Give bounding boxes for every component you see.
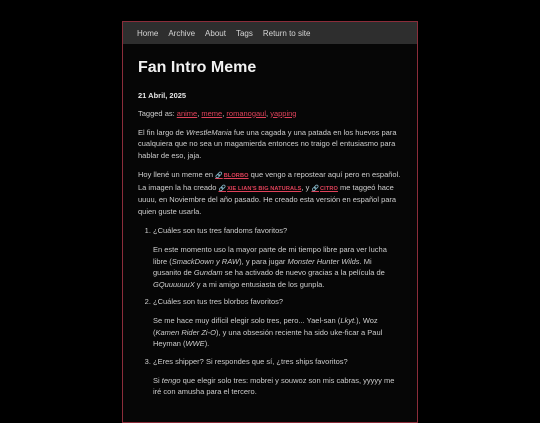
tags-prefix: Tagged as: [138, 108, 177, 118]
blog-container [122, 21, 418, 423]
question-item [153, 356, 402, 398]
answer-italic: WWE [185, 339, 205, 349]
post-date: 21 Abril, 2025 [138, 90, 187, 100]
question-text: 2. ¿Cuáles son tus tres blorbos favoritos? [153, 297, 284, 307]
intro-italic-1: WrestleMania [185, 127, 232, 137]
meme-text-3: , y [301, 182, 312, 192]
questions-list [138, 225, 402, 398]
answer-italic: Monster Hunter Wilds [287, 256, 360, 266]
nav-about-link[interactable]: About [205, 28, 226, 38]
meme-text-4: me taggeó hace uuuu, en Noviembre del año pasado. He creado esta versión en español para quien guste usarla. [138, 182, 397, 216]
answer-part: que elegir solo tres: mobrei y souwoz son mis cabras, yyyyy me iré con amusha para el tercero. [153, 375, 395, 397]
tag-link-romanogaul[interactable]: romanogaul [226, 108, 267, 118]
question-item [153, 225, 402, 290]
answer-italic: tengo [161, 375, 181, 385]
post-tags: Tagged as: anime, meme, romanogaul, yapping [138, 108, 297, 118]
answer-part: En este momento uso la mayor parte de mi tiempo libre para ver lucha libre ( [153, 244, 387, 266]
tag-link-yapping[interactable]: yapping [270, 108, 297, 118]
nav-tags-link[interactable]: Tags [235, 28, 253, 38]
question-text: 3. ¿Eres shipper? Si respondes que sí, ¿tres ships favoritos? [153, 356, 348, 366]
intro-paragraph [138, 127, 402, 162]
answer-part: se ha activado de nuevo gracias a la película de [222, 268, 385, 278]
mention-label: XIE LIAN'S BIG NATURALS [227, 185, 302, 192]
post-content [123, 44, 417, 398]
intro-text-1: El fin largo de [138, 127, 186, 137]
answer-text [153, 315, 402, 350]
mention-label: CITRO [320, 185, 338, 192]
answer-part: Se me hace muy difícil elegir solo tres, pero... Yael-san ( [153, 316, 341, 326]
answer-italic: GQuuuuuuX [153, 279, 195, 289]
answer-part: ), y para jugar [239, 256, 288, 266]
answer-italic: SmackDown y RAW [171, 256, 240, 266]
answer-part: y a mi amigo entusiasta de los gunpla. [194, 279, 325, 289]
answer-part: Si [153, 375, 162, 385]
top-navigation [123, 22, 417, 44]
intro-text-2: fue una cagada y una patada en los huevos para cualquiera que no sea un magamierda entonces no traigo el entusiasmo para hablar de eso, jaja. [138, 127, 397, 160]
link-icon: 🔗 [311, 185, 320, 192]
meme-paragraph [138, 169, 402, 217]
question-item [153, 296, 402, 350]
link-icon: 🔗 [215, 173, 223, 180]
answer-part: ), y una obsesión reciente ha sido uke-ficar a Paul Heyman ( [153, 327, 383, 349]
mention-link-blorbo[interactable] [215, 173, 248, 179]
mention-link-citro[interactable] [311, 186, 337, 192]
tag-link-anime[interactable]: anime [176, 108, 198, 118]
answer-part: . Mi gusanito de [153, 256, 372, 278]
post-title: Fan Intro Meme [138, 59, 257, 76]
answer-part: ), Woz ( [153, 316, 378, 337]
question-text: 1. ¿Cuáles son tus tres fandoms favoritos? [153, 226, 288, 236]
meme-text-1: Hoy llené un meme en [138, 170, 216, 180]
nav-home-link[interactable]: Home [137, 28, 159, 38]
answer-italic: Kamen Rider Zi-O [155, 327, 216, 337]
mention-link-xie-lian[interactable] [218, 186, 301, 192]
tag-link-meme[interactable]: meme [201, 108, 223, 118]
answer-italic: Gundam [193, 268, 223, 278]
answer-part: ). [204, 339, 210, 349]
meme-text-2: que vengo a repostear aquí pero en español. La imagen la ha creado [138, 170, 401, 192]
answer-italic: Lkyt. [340, 316, 357, 326]
link-icon: 🔗 [218, 185, 227, 192]
nav-archive-link[interactable]: Archive [168, 28, 196, 38]
answer-text [153, 375, 402, 398]
nav-return-link[interactable]: Return to site [262, 28, 311, 38]
mention-label: BLORBO [223, 173, 249, 180]
answer-text [153, 244, 402, 291]
